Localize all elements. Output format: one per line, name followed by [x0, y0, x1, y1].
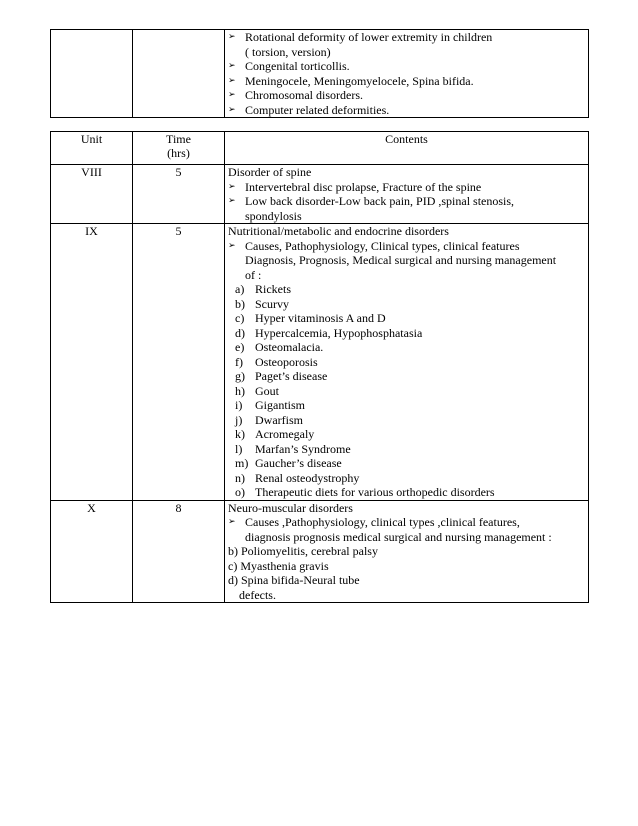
- unit-title: Neuro-muscular disorders: [228, 500, 353, 515]
- arrow-bullet-icon: ➢: [228, 32, 236, 42]
- arrow-bullet-icon: ➢: [228, 517, 236, 527]
- unit-hours: 5: [133, 224, 225, 501]
- list-line: b) Poliomyelitis, cerebral palsy: [228, 544, 378, 558]
- unit-row-x: [51, 500, 589, 603]
- list-line: c) Myasthenia gravis: [228, 558, 329, 573]
- bullet-item: ➢ Meningocele, Meningomyelocele, Spina bifida.: [228, 73, 474, 88]
- arrow-bullet-icon: ➢: [228, 90, 236, 100]
- arrow-bullet-icon: ➢: [228, 75, 236, 86]
- contents-cell: [225, 30, 589, 118]
- list-line: d) Spina bifida-Neural tube: [228, 573, 360, 587]
- time-cell-empty: [133, 30, 225, 118]
- arrow-bullet-icon: ➢: [228, 104, 236, 115]
- unit-contents: [225, 165, 589, 224]
- bullet-item: ➢ Low back disorder-Low back pain, PID ,spinal stenosis,: [228, 194, 515, 208]
- list-line-continuation: defects.: [239, 587, 276, 602]
- unit-hours: 8: [133, 500, 225, 603]
- list-item: k) Acromegaly: [235, 427, 315, 441]
- list-item: j) Dwarfism: [235, 412, 303, 427]
- list-item: f) Osteoporosis: [235, 354, 318, 369]
- unit-header: Unit: [51, 132, 133, 165]
- unit-title: Nutritional/metabolic and endocrine disorders: [228, 224, 449, 238]
- bullet-continuation: ( torsion, version): [245, 44, 331, 59]
- list-item: n) Renal osteodystrophy: [235, 470, 360, 485]
- bullet-continuation: Diagnosis, Prognosis, Medical surgical and nursing management: [245, 253, 557, 267]
- bullet-item: ➢ Congenital torticollis.: [228, 59, 350, 73]
- unit-number: VIII: [51, 165, 133, 224]
- list-item: e) Osteomalacia.: [235, 340, 324, 354]
- arrow-bullet-icon: ➢: [228, 196, 236, 206]
- bullet-continuation: of :: [245, 267, 262, 282]
- list-item: b) Scurvy: [235, 296, 289, 311]
- bullet-item: ➢ Chromosomal disorders.: [228, 88, 363, 102]
- list-item: o) Therapeutic diets for various orthopedic disorders: [235, 485, 495, 499]
- list-item: c) Hyper vitaminosis A and D: [235, 311, 386, 325]
- unit-contents: [225, 224, 589, 501]
- list-item: g) Paget’s disease: [235, 369, 328, 383]
- list-item: l) Marfan’s Syndrome: [235, 441, 351, 456]
- arrow-bullet-icon: ➢: [228, 61, 236, 71]
- bullet-item: ➢ Computer related deformities.: [228, 102, 390, 117]
- unit-hours: 5: [133, 165, 225, 224]
- arrow-bullet-icon: ➢: [228, 181, 236, 192]
- list-item: i) Gigantism: [235, 398, 305, 412]
- unit-row-ix: [51, 224, 589, 501]
- continuation-table: [50, 29, 589, 118]
- unit-number: IX: [51, 224, 133, 501]
- bullet-continuation: spondylosis: [245, 208, 302, 223]
- header-row: [51, 132, 589, 165]
- unit-cell-empty: [51, 30, 133, 118]
- unit-contents: [225, 500, 589, 603]
- list-item: m) Gaucher’s disease: [235, 456, 342, 470]
- bullet-item: ➢ Causes, Pathophysiology, Clinical types, clinical features: [228, 238, 520, 253]
- time-header: Time (hrs): [133, 132, 225, 165]
- list-item: h) Gout: [235, 383, 279, 398]
- list-item: d) Hypercalcemia, Hypophosphatasia: [235, 325, 423, 340]
- unit-title: Disorder of spine: [228, 165, 312, 179]
- unit-number: X: [51, 500, 133, 603]
- list-item: a) Rickets: [235, 282, 291, 296]
- bullet-continuation: diagnosis prognosis medical surgical and nursing management :: [245, 529, 552, 544]
- arrow-bullet-icon: ➢: [228, 240, 236, 251]
- syllabus-table: [50, 131, 589, 603]
- contents-header: Contents: [225, 132, 589, 165]
- lettered-list: [225, 282, 588, 500]
- unit-row-viii: [51, 165, 589, 224]
- bullet-item: ➢ Rotational deformity of lower extremity in children: [228, 30, 493, 44]
- bullet-item: ➢ Intervertebral disc prolapse, Fracture of the spine: [228, 179, 482, 194]
- bullet-item: ➢ Causes ,Pathophysiology, clinical types ,clinical features,: [228, 515, 520, 529]
